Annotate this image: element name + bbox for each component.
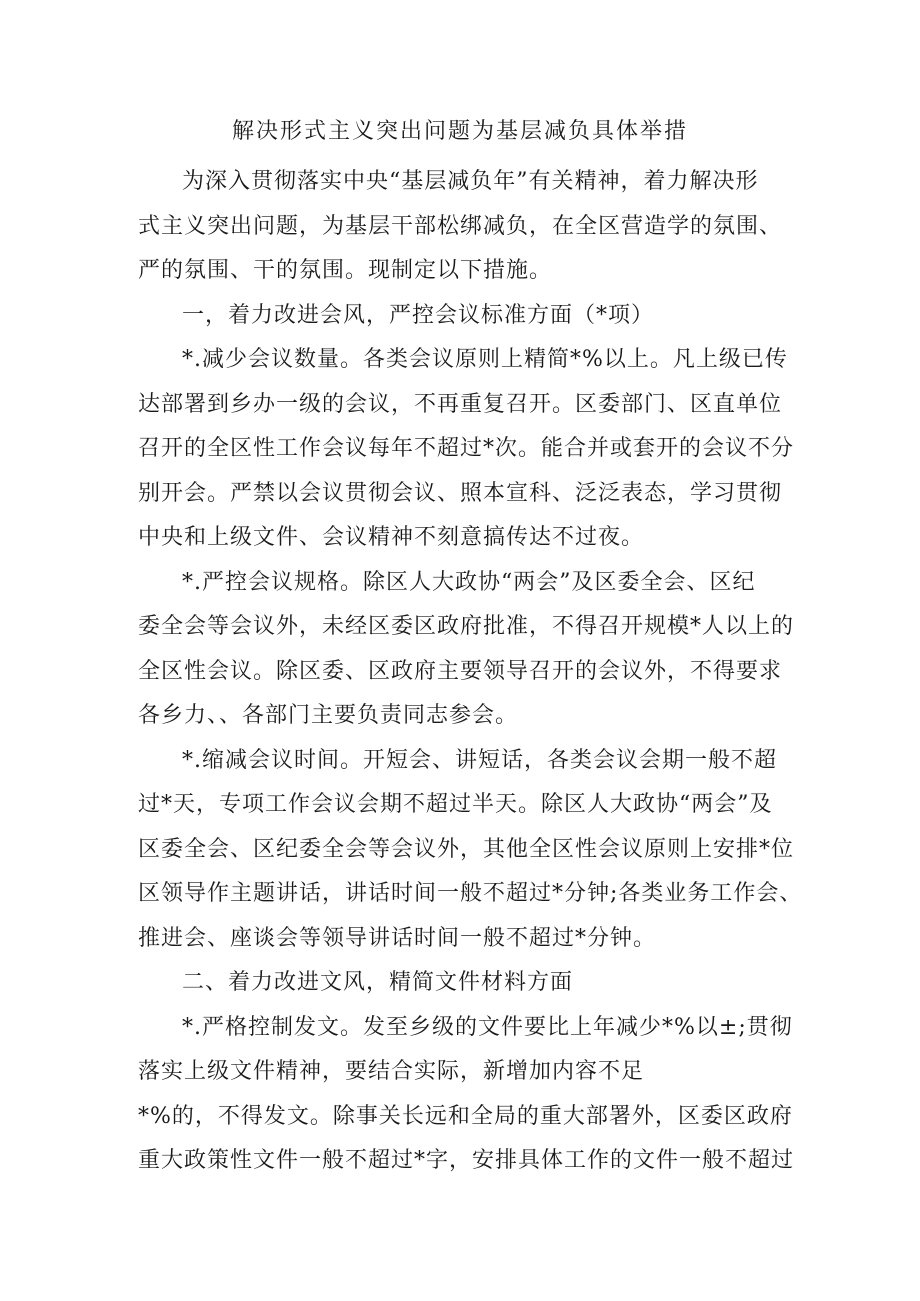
text-line: 委全会等会议外，未经区委区政府批准，不得召开规模*人以上的: [138, 614, 795, 639]
document-title: 解决形式主义突出问题为基层减负具体举措: [231, 119, 688, 144]
text-line: 别开会。严禁以会议贯彻会议、照本宣科、泛泛表态，学习贯彻: [138, 480, 783, 506]
text-line: 落实上级文件精神，要结合实际，新增加内容不足: [138, 1059, 645, 1084]
text-line: 中央和上级文件、会议精神不刻意搞传达不过夜。: [138, 525, 645, 550]
intro-paragraph: [138, 160, 790, 294]
text-line: 推进会、座谈会等领导讲话时间一般不超过*分钟。: [138, 925, 657, 951]
text-line: 为深入贯彻落实中央“基层减负年”有关精神，着力解决形: [182, 169, 759, 194]
item3-paragraph: [138, 739, 803, 962]
text-line: *.缩减会议时间。开短会、讲短话，各类会议会期一般不超: [182, 747, 777, 773]
item1-paragraph: [138, 338, 795, 561]
text-line: 各乡力、、各部门主要负责同志参会。: [138, 703, 519, 728]
item4-paragraph: [138, 1006, 795, 1184]
text-line: 区委全会、区纪委全会等会议外，其他全区性会议原则上安排*位: [138, 836, 795, 862]
text-line: *.严控会议规格。除区人大政协“两会”及区委全会、区纪: [182, 569, 756, 595]
text-line: 达部署到乡办一级的会议，不再重复召开。区委部门、区直单位: [138, 391, 783, 417]
text-line: 全区性会议。除区委、区政府主要领导召开的会议外，不得要求: [138, 658, 783, 684]
text-line: *.严格控制发文。发至乡级的文件要比上年减少*%以±;贯彻: [182, 1014, 793, 1040]
document-body: [138, 160, 803, 1184]
text-line: *%的，不得发文。除事关长远和全局的重大部署外，区委区政府: [138, 1103, 793, 1129]
text-line: 过*天，专项工作会议会期不超过半天。除区人大政协“两会”及: [138, 792, 773, 817]
text-line: 式主义突出问题，为基层干部松绑减负，在全区营造学的氛围、: [138, 213, 783, 239]
text-line: *.减少会议数量。各类会议原则上精简*%以上。凡上级已传: [182, 347, 788, 372]
section2-heading: 二、着力改进文风，精简文件材料方面: [182, 970, 574, 995]
item2-paragraph: [138, 561, 795, 739]
text-line: 区领导作主题讲话，讲话时间一般不超过*分钟;各类业务工作会、: [138, 881, 803, 906]
text-line: 严的氛围、干的氛围。现制定以下措施。: [138, 258, 553, 283]
text-line: 召开的全区性工作会议每年不超过*次。能合并或套开的会议不分: [138, 436, 795, 461]
text-line: 重大政策性文件一般不超过*字，安排具体工作的文件一般不超过: [138, 1148, 795, 1173]
section1-heading: 一，着力改进会风，严控会议标准方面（*项）: [182, 302, 655, 328]
